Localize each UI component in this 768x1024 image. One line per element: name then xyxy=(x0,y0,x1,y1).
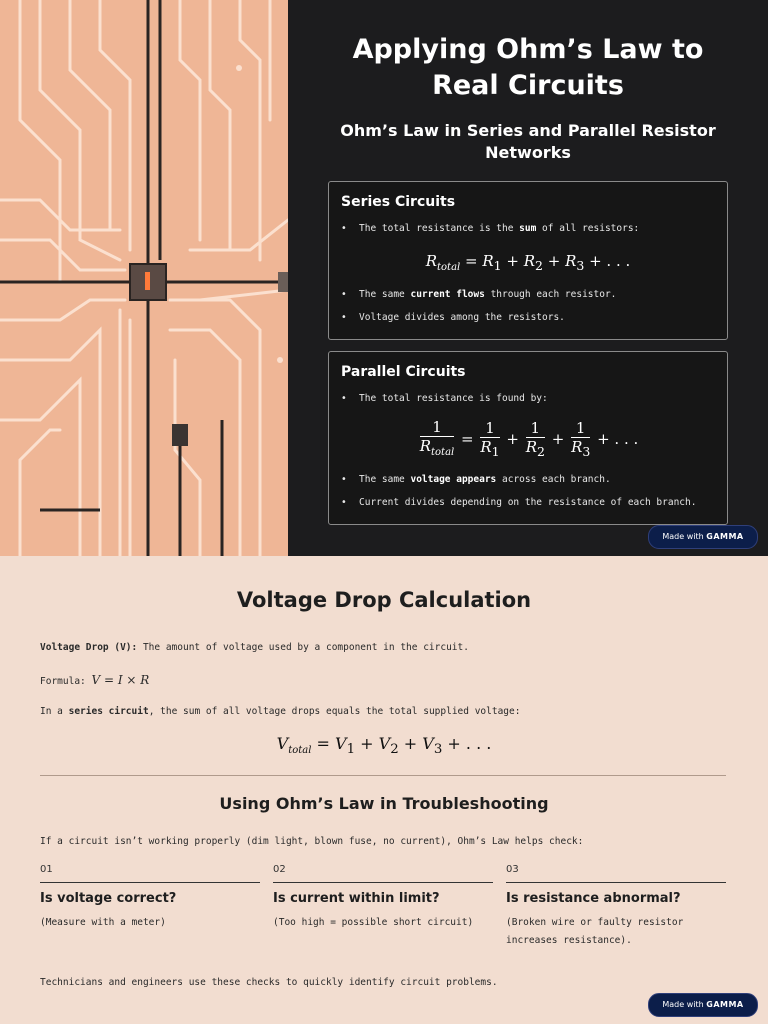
check-title: Is current within limit? xyxy=(273,891,440,906)
check-number: 01 xyxy=(40,864,260,883)
troubleshooting-title: Using Ohm’s Law in Troubleshooting xyxy=(219,794,549,813)
series-formula: $R_{total} = R_1 + R_2 + R_3$ + . . . xyxy=(425,252,631,273)
voltage-drop-definition: Voltage Drop (V): The amount of voltage used by a component in the circuit. xyxy=(40,642,469,653)
series-heading: Series Circuits xyxy=(341,194,456,210)
check-description: (Too high = possible short circuit) xyxy=(273,917,474,928)
check-item xyxy=(273,864,493,932)
check-item xyxy=(40,864,260,932)
parallel-circuits-card: Parallel Circuits The total resistance is found by: $\frac{1}{R_{total}}$ = $\frac{1}{R_1}$ + $\frac{1}{R_2}$ + $\frac{1}{R_3}$ + . . . The same voltage appears across each branch. Current divides depending on the resistance of each branch. xyxy=(328,351,728,525)
series-sum-sentence: In a series circuit, the sum of all voltage drops equals the total supplied voltage: xyxy=(40,706,521,717)
parallel-formula: $\frac{1}{R_{total}}$ = $\frac{1}{R_1}$ + $\frac{1}{R_2}$ + $\frac{1}{R_3}$ + . . . xyxy=(419,418,639,459)
page-title xyxy=(300,32,756,104)
check-number: 03 xyxy=(506,864,726,883)
check-title: Is voltage correct? xyxy=(40,891,177,906)
section-divider xyxy=(40,775,726,776)
page-subtitle xyxy=(320,120,736,164)
title-line-2: Real Circuits xyxy=(432,70,624,101)
formula-line: Formula: V = I × R xyxy=(40,673,150,687)
closing-sentence: Technicians and engineers use these checks to quickly identify circuit problems. xyxy=(40,977,498,988)
check-item xyxy=(506,864,726,950)
made-with-gamma-badge[interactable]: Made with GAMMA xyxy=(648,525,758,549)
check-number: 02 xyxy=(273,864,493,883)
circuit-board-illustration xyxy=(0,0,288,556)
voltage-drop-title: Voltage Drop Calculation xyxy=(236,588,532,612)
made-with-gamma-badge[interactable]: Made with GAMMA xyxy=(648,993,758,1017)
check-description: (Broken wire or faulty resistor increases resistance). xyxy=(506,917,684,946)
check-title: Is resistance abnormal? xyxy=(506,891,681,906)
voltage-total-formula: $V_{total} = V_1 + V_2 + V_3$ + . . . xyxy=(276,734,492,758)
check-description: (Measure with a meter) xyxy=(40,917,166,928)
series-circuits-card: Series Circuits The total resistance is the sum of all resistors: $R_{total} = R_1 + R_2 + R_3$ + . . . The same current flows through each resistor. Voltage divides among the resistors. xyxy=(328,181,728,340)
title-line-1: Applying Ohm’s Law to xyxy=(352,34,704,65)
subtitle-line-2: Networks xyxy=(485,143,571,162)
subtitle-line-1: Ohm’s Law in Series and Parallel Resistor xyxy=(340,121,716,140)
troubleshooting-intro: If a circuit isn’t working properly (dim light, blown fuse, no current), Ohm’s Law helps check: xyxy=(40,836,584,847)
circuit-board-image xyxy=(0,0,288,556)
parallel-heading: Parallel Circuits xyxy=(341,364,466,380)
